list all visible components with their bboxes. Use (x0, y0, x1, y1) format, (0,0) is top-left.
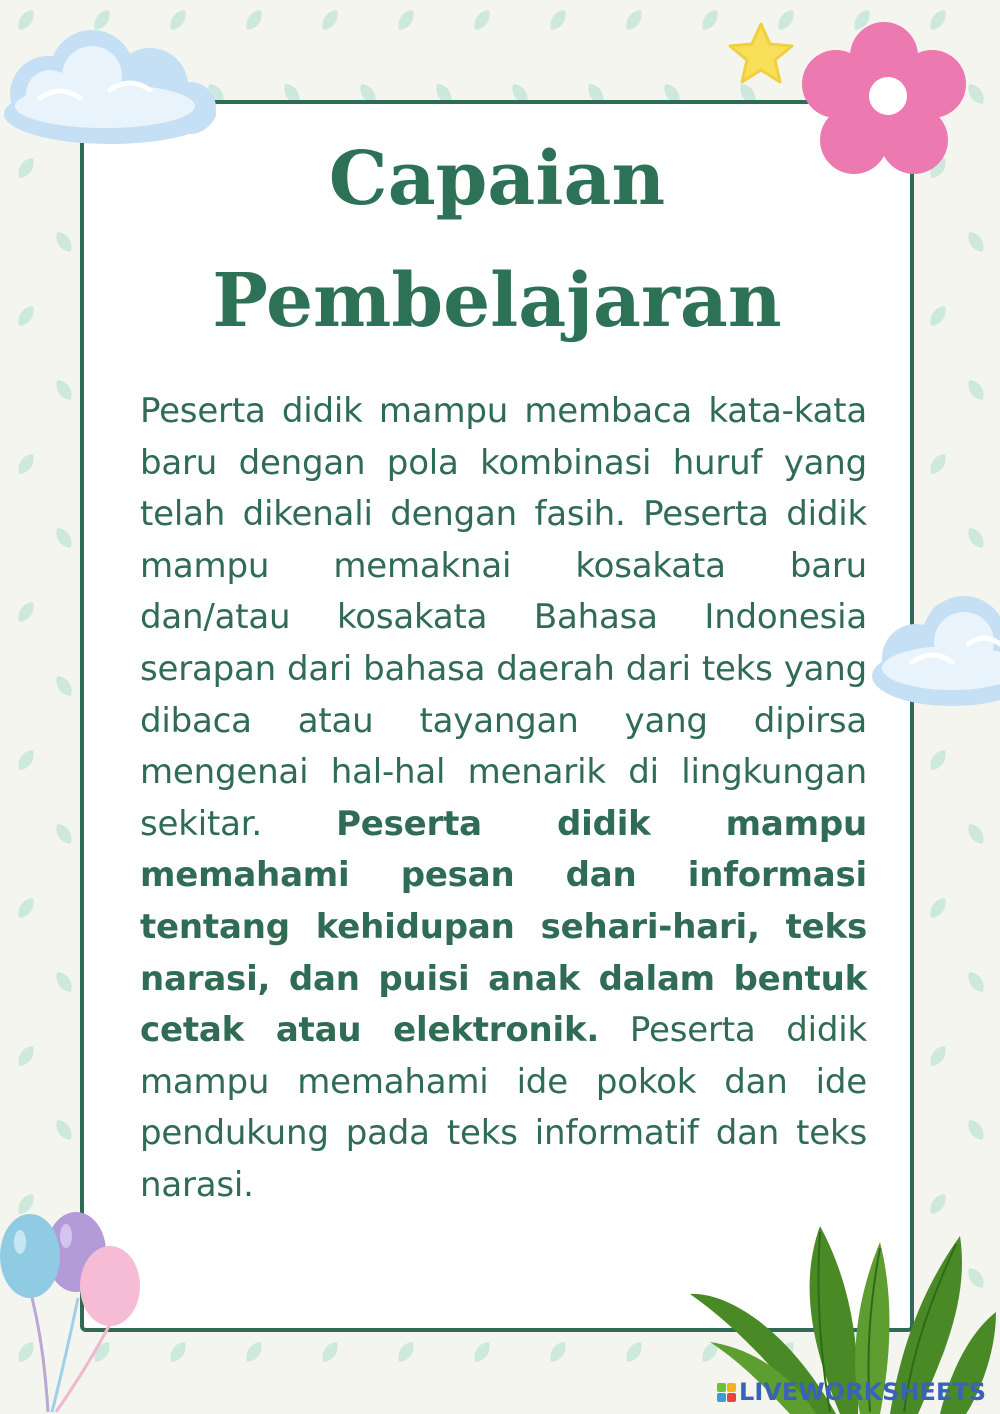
leaf-shape (926, 895, 950, 922)
leaf-shape (394, 7, 418, 34)
leaf-shape (14, 451, 38, 478)
leaf-shape (470, 1339, 494, 1366)
leaf-shape (964, 377, 988, 404)
leaf-shape (52, 525, 76, 552)
leaf-shape (622, 7, 646, 34)
leaf-shape (470, 7, 494, 34)
intro-text: Peserta didik mampu membaca kata-kata baru dengan pola kombinasi huruf yang telah dikenali dengan fasih. Peserta didik mampu memaknai kosakata baru dan/atau kosakata Bahasa Indonesia serapan dari bahasa daerah dari teks yang dibaca atau tayangan yang dipirsa mengenai hal-hal menarik di lingkungan sekitar. (140, 391, 867, 844)
liveworksheets-logo-icon (717, 1383, 736, 1402)
leaf-shape (242, 1339, 266, 1366)
leaf-shape (964, 969, 988, 996)
leaf-shape (242, 7, 266, 34)
leaf-shape (546, 1339, 570, 1366)
cloud-icon (872, 592, 1000, 716)
leaf-shape (964, 821, 988, 848)
leaf-shape (926, 451, 950, 478)
learning-outcomes-paragraph (140, 386, 867, 1212)
leaf-shape (14, 895, 38, 922)
leaf-shape (318, 7, 342, 34)
star-icon (726, 20, 796, 86)
leaf-shape (14, 599, 38, 626)
leaf-shape (926, 303, 950, 330)
balloons-icon (0, 1206, 150, 1414)
leaf-shape (622, 1339, 646, 1366)
emphasis-text: Peserta didik mampu memahami pesan dan informasi tentang kehidupan sehari-hari, teks narasi, dan puisi anak dalam bentuk cetak atau elektronik. (140, 803, 867, 1051)
leaf-shape (52, 229, 76, 256)
leaf-shape (964, 1117, 988, 1144)
watermark (717, 1378, 986, 1406)
outro-text: Peserta didik mampu memahami ide pokok dan ide pendukung pada teks informatif dan teks narasi. (140, 1010, 868, 1205)
leaf-shape (964, 229, 988, 256)
leaf-shape (698, 7, 722, 34)
cloud-icon (0, 28, 222, 146)
leaf-shape (14, 747, 38, 774)
leaf-shape (14, 303, 38, 330)
leaf-shape (52, 821, 76, 848)
page-title (80, 118, 914, 362)
leaf-shape (964, 525, 988, 552)
leaf-shape (926, 1043, 950, 1070)
leaf-shape (52, 1117, 76, 1144)
leaf-shape (318, 1339, 342, 1366)
leaf-shape (52, 377, 76, 404)
leaf-shape (394, 1339, 418, 1366)
leaf-shape (546, 7, 570, 34)
leaf-shape (166, 1339, 190, 1366)
leaf-shape (52, 673, 76, 700)
leaf-shape (926, 747, 950, 774)
title-line-2: Pembelajaran (212, 258, 782, 344)
leaf-shape (14, 1043, 38, 1070)
flower-icon (796, 16, 972, 182)
watermark-text: LIVEWORKSHEETS (739, 1378, 986, 1406)
leaf-shape (926, 1191, 950, 1218)
title-line-1: Capaian (328, 136, 666, 222)
leaf-shape (52, 969, 76, 996)
leaf-shape (14, 155, 38, 182)
